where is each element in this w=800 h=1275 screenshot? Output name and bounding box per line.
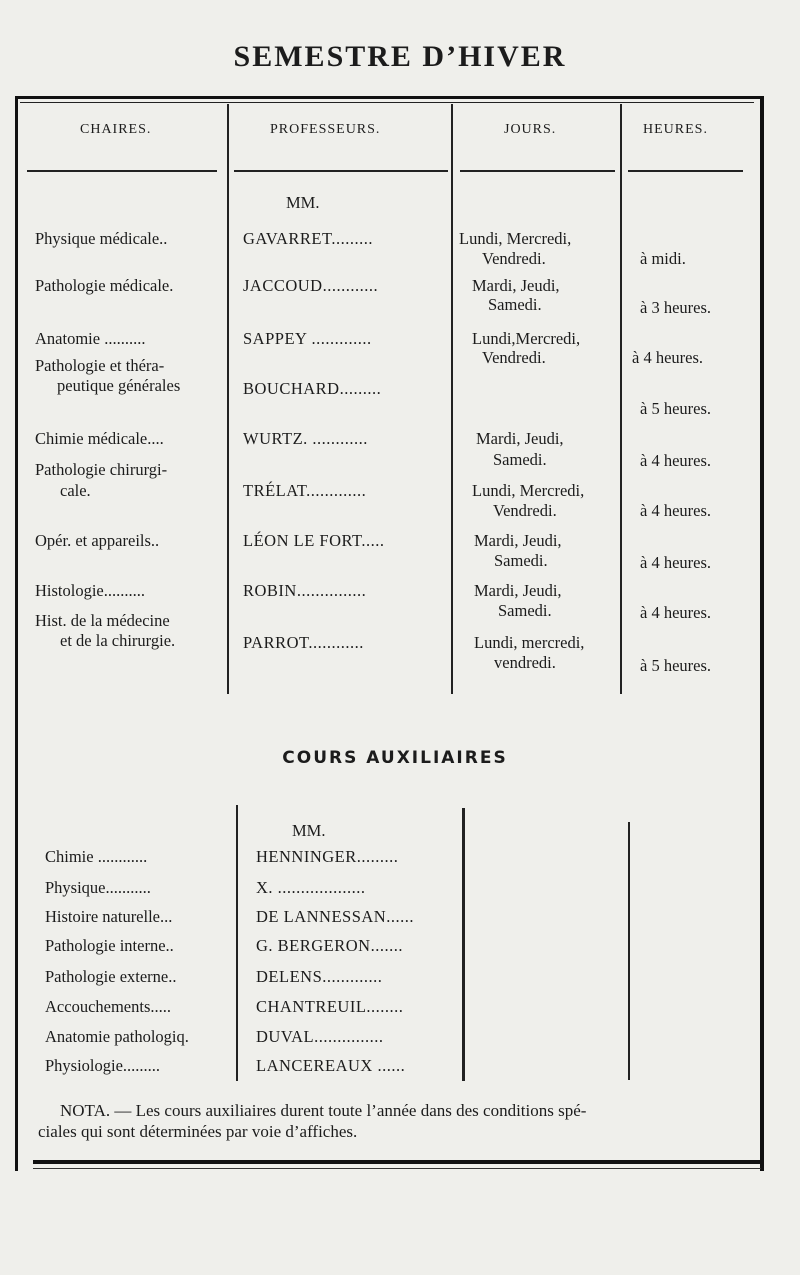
aux-mm-label: MM. [292,821,326,840]
jours-cell: Samedi. [488,295,542,314]
page-title: SEMESTRE D’HIVER [233,40,567,73]
jours-cell: Vendredi. [482,348,546,367]
header-jours: JOURS. [504,122,557,137]
header-rule [628,170,743,172]
professeur-cell: GAVARRET......... [243,229,373,248]
jours-cell: Vendredi. [493,501,557,520]
chaire-cell: Anatomie .......... [35,329,146,348]
professeur-cell: PARROT............ [243,633,364,652]
aux-column-divider [462,808,465,1081]
jours-cell: Lundi, mercredi, [474,633,585,652]
chaire-cell: peutique générales [57,376,181,395]
heure-cell: à 3 heures. [640,298,712,317]
jours-cell: Samedi. [493,450,547,469]
aux-cours-cell: Pathologie interne.. [45,936,174,955]
jours-cell: Mardi, Jeudi, [474,581,562,600]
professeur-cell: ROBIN............... [243,581,367,600]
aux-prof-cell: G. BERGERON....... [256,936,403,955]
heure-cell: à 4 heures. [632,348,704,367]
heure-cell: à midi. [640,249,686,268]
aux-prof-cell: LANCEREAUX ...... [256,1056,406,1075]
jours-cell: Samedi. [498,601,552,620]
aux-cours-cell: Anatomie pathologiq. [45,1027,189,1046]
aux-cours-cell: Histoire naturelle... [45,907,173,926]
jours-cell: Lundi, Mercredi, [459,229,572,248]
header-chaires: CHAIRES. [80,122,152,137]
jours-cell: vendredi. [494,653,556,672]
jours-cell: Samedi. [494,551,548,570]
header-rule [27,170,217,172]
chaire-cell: cale. [60,481,91,500]
aux-cours-cell: Pathologie externe.. [45,967,177,986]
heure-cell: à 4 heures. [640,553,712,572]
heure-cell: à 5 heures. [640,399,712,418]
aux-prof-cell: CHANTREUIL........ [256,997,404,1016]
column-divider [451,104,453,694]
chaire-cell: Hist. de la médecine [35,611,170,630]
chaire-cell: Histologie.......... [35,581,145,600]
aux-prof-cell: DUVAL............... [256,1027,384,1046]
aux-cours-cell: Chimie ............ [45,847,148,866]
auxiliaires-heading: COURS AUXILIAIRES [282,748,508,768]
nota-line: NOTA. — Les cours auxiliaires durent toute l’année dans des conditions spé- [60,1101,587,1120]
header-rule [234,170,448,172]
heure-cell: à 5 heures. [640,656,712,675]
aux-cours-cell: Physique........... [45,878,151,897]
professeur-cell: TRÉLAT............. [243,481,367,500]
frame-bottom-rule [33,1160,761,1164]
jours-cell: Mardi, Jeudi, [476,429,564,448]
aux-prof-cell: X. ................... [256,878,366,897]
header-rule [460,170,615,172]
mm-label: MM. [286,193,320,212]
jours-cell: Lundi, Mercredi, [472,481,585,500]
header-heures: HEURES. [643,122,708,137]
chaire-cell: Pathologie chirurgi- [35,460,168,479]
nota-line: ciales qui sont déterminées par voie d’affiches. [38,1122,358,1141]
header-professeurs: PROFESSEURS. [270,122,381,137]
heure-cell: à 4 heures. [640,451,712,470]
heure-cell: à 4 heures. [640,603,712,622]
jours-cell: Lundi,Mercredi, [472,329,581,348]
aux-prof-cell: DE LANNESSAN...... [256,907,414,926]
column-divider [227,104,229,694]
aux-column-divider [236,805,238,1081]
chaire-cell: Opér. et appareils.. [35,531,160,550]
jours-cell: Vendredi. [482,249,546,268]
chaire-cell: Pathologie et théra- [35,356,165,375]
aux-cours-cell: Physiologie......... [45,1056,161,1075]
nota-paragraph [38,1100,752,1142]
chaire-cell: et de la chirurgie. [60,631,176,650]
professeur-cell: SAPPEY ............. [243,329,372,348]
professeur-cell: JACCOUD............ [243,276,379,295]
heure-cell: à 4 heures. [640,501,712,520]
column-divider [620,104,622,694]
aux-prof-cell: DELENS............. [256,967,383,986]
chaire-cell: Physique médicale.. [35,229,168,248]
professeur-cell: BOUCHARD......... [243,379,382,398]
professeur-cell: LÉON LE FORT..... [243,531,385,550]
jours-cell: Mardi, Jeudi, [474,531,562,550]
jours-cell: Mardi, Jeudi, [472,276,560,295]
chaire-cell: Chimie médicale.... [35,429,164,448]
frame-bottom-rule-thin [33,1168,761,1169]
professeur-cell: WURTZ. ............ [243,429,368,448]
frame-inner-rule [20,102,754,103]
chaire-cell: Pathologie médicale. [35,276,174,295]
aux-column-divider [628,822,630,1080]
aux-cours-cell: Accouchements..... [45,997,171,1016]
aux-prof-cell: HENNINGER......... [256,847,399,866]
